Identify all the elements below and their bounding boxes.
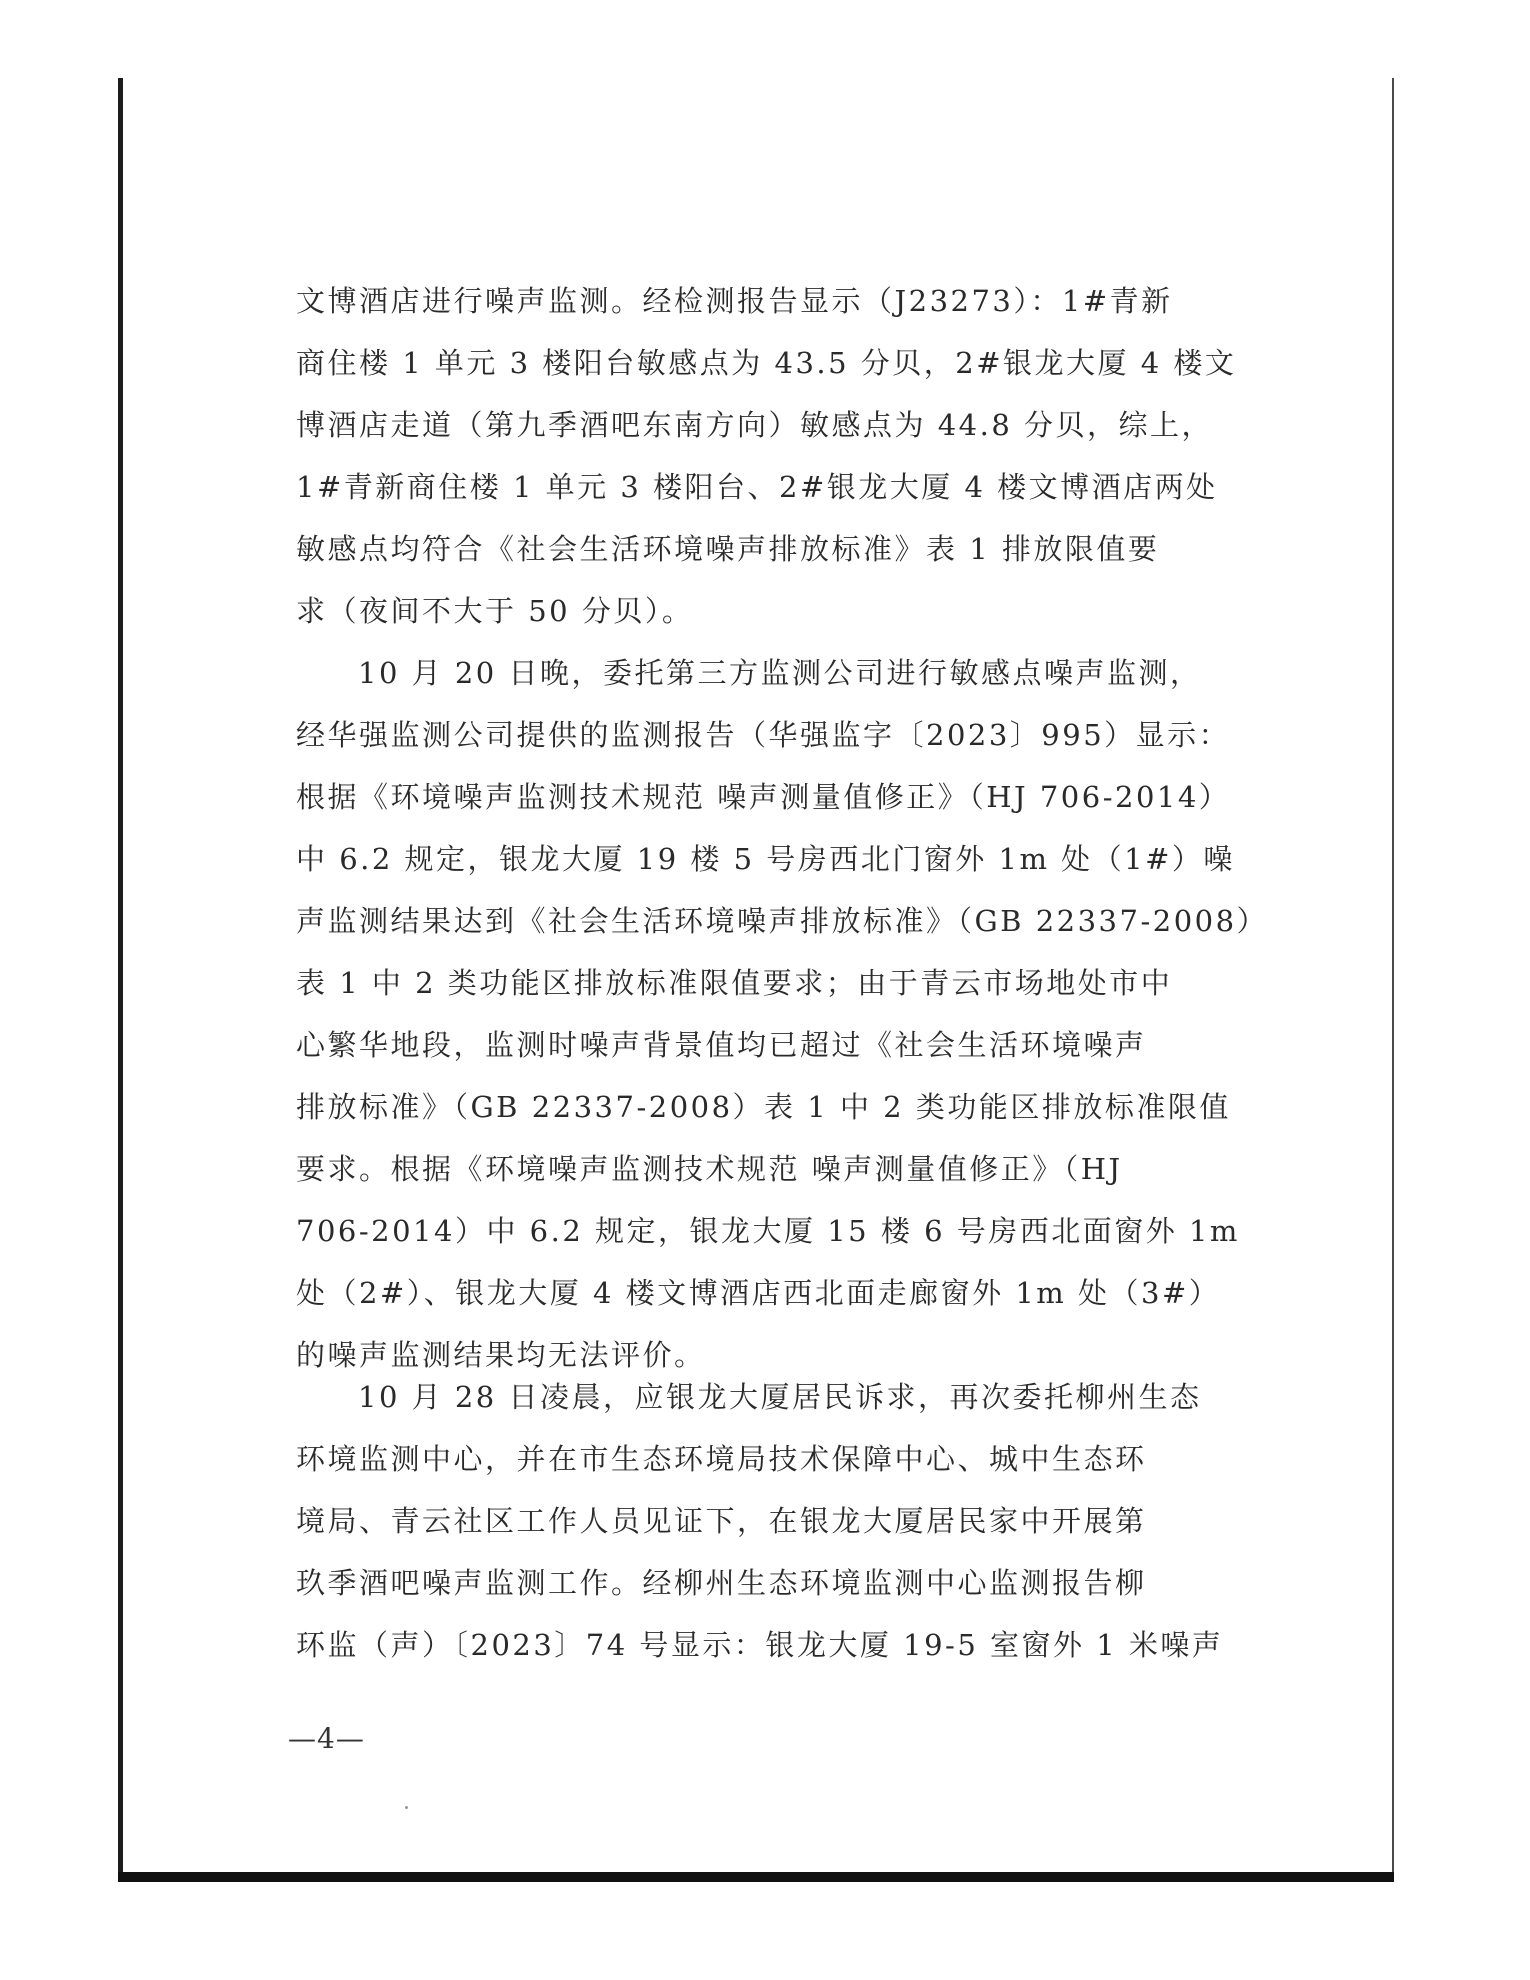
paragraph-2 (296, 642, 1269, 1386)
text-line: 10 月 28 日凌晨，应银龙大厦居民诉求，再次委托柳州生态 (358, 1380, 1202, 1414)
text-line: 经华强监测公司提供的监测报告（华强监字〔2023〕995）显示： (296, 718, 1231, 752)
text-line: 根据《环境噪声监测技术规范 噪声测量值修正》（HJ 706-2014） (296, 780, 1231, 814)
text-line: 的噪声监测结果均无法评价。 (296, 1338, 706, 1372)
text-line: 敏感点均符合《社会生活环境噪声排放标准》表 1 排放限值要 (296, 532, 1160, 566)
text-line: 排放标准》（GB 22337-2008）表 1 中 2 类功能区排放标准限值 (296, 1090, 1231, 1124)
text-line: 中 6.2 规定，银龙大厦 19 楼 5 号房西北门窗外 1m 处（1#）噪 (296, 842, 1235, 876)
text-line: 文博酒店进行噪声监测。经检测报告显示（J23273）：1#青新 (296, 284, 1173, 318)
text-line: 1#青新商住楼 1 单元 3 楼阳台、2#银龙大厦 4 楼文博酒店两处 (296, 470, 1218, 504)
text-line: 环境监测中心，并在市生态环境局技术保障中心、城中生态环 (296, 1442, 1147, 1476)
text-line: 求（夜间不大于 50 分贝）。 (296, 594, 694, 628)
text-line: 要求。根据《环境噪声监测技术规范 噪声测量值修正》（HJ (296, 1152, 1123, 1186)
scan-speck (405, 1806, 408, 1809)
paragraph-3 (296, 1366, 1226, 1676)
scan-right-edge (1392, 78, 1394, 1878)
text-line: 玖季酒吧噪声监测工作。经柳州生态环境监测中心监测报告柳 (296, 1566, 1147, 1600)
text-line: 处（2#）、银龙大厦 4 楼文博酒店西北面走廊窗外 1m 处（3#） (296, 1276, 1221, 1310)
page-number: —4— (288, 1722, 365, 1755)
scan-bottom-edge (118, 1872, 1394, 1882)
text-line: 声监测结果达到《社会生活环境噪声排放标准》（GB 22337-2008） (296, 904, 1269, 938)
text-line: 706-2014）中 6.2 规定，银龙大厦 15 楼 6 号房西北面窗外 1m (296, 1214, 1240, 1248)
text-line: 环监（声）〔2023〕74 号显示：银龙大厦 19-5 室窗外 1 米噪声 (296, 1628, 1224, 1662)
text-line: 表 1 中 2 类功能区排放标准限值要求；由于青云市场地处市中 (296, 966, 1173, 1000)
text-line: 心繁华地段，监测时噪声背景值均已超过《社会生活环境噪声 (296, 1028, 1147, 1062)
text-line: 10 月 20 日晚，委托第三方监测公司进行敏感点噪声监测， (358, 656, 1202, 690)
text-line: 境局、青云社区工作人员见证下，在银龙大厦居民家中开展第 (296, 1504, 1147, 1538)
text-line: 商住楼 1 单元 3 楼阳台敏感点为 43.5 分贝，2#银龙大厦 4 楼文 (296, 346, 1237, 380)
scan-left-edge (118, 78, 123, 1880)
paragraph-1 (296, 270, 1237, 642)
text-line: 博酒店走道（第九季酒吧东南方向）敏感点为 44.8 分贝，综上， (296, 408, 1214, 442)
